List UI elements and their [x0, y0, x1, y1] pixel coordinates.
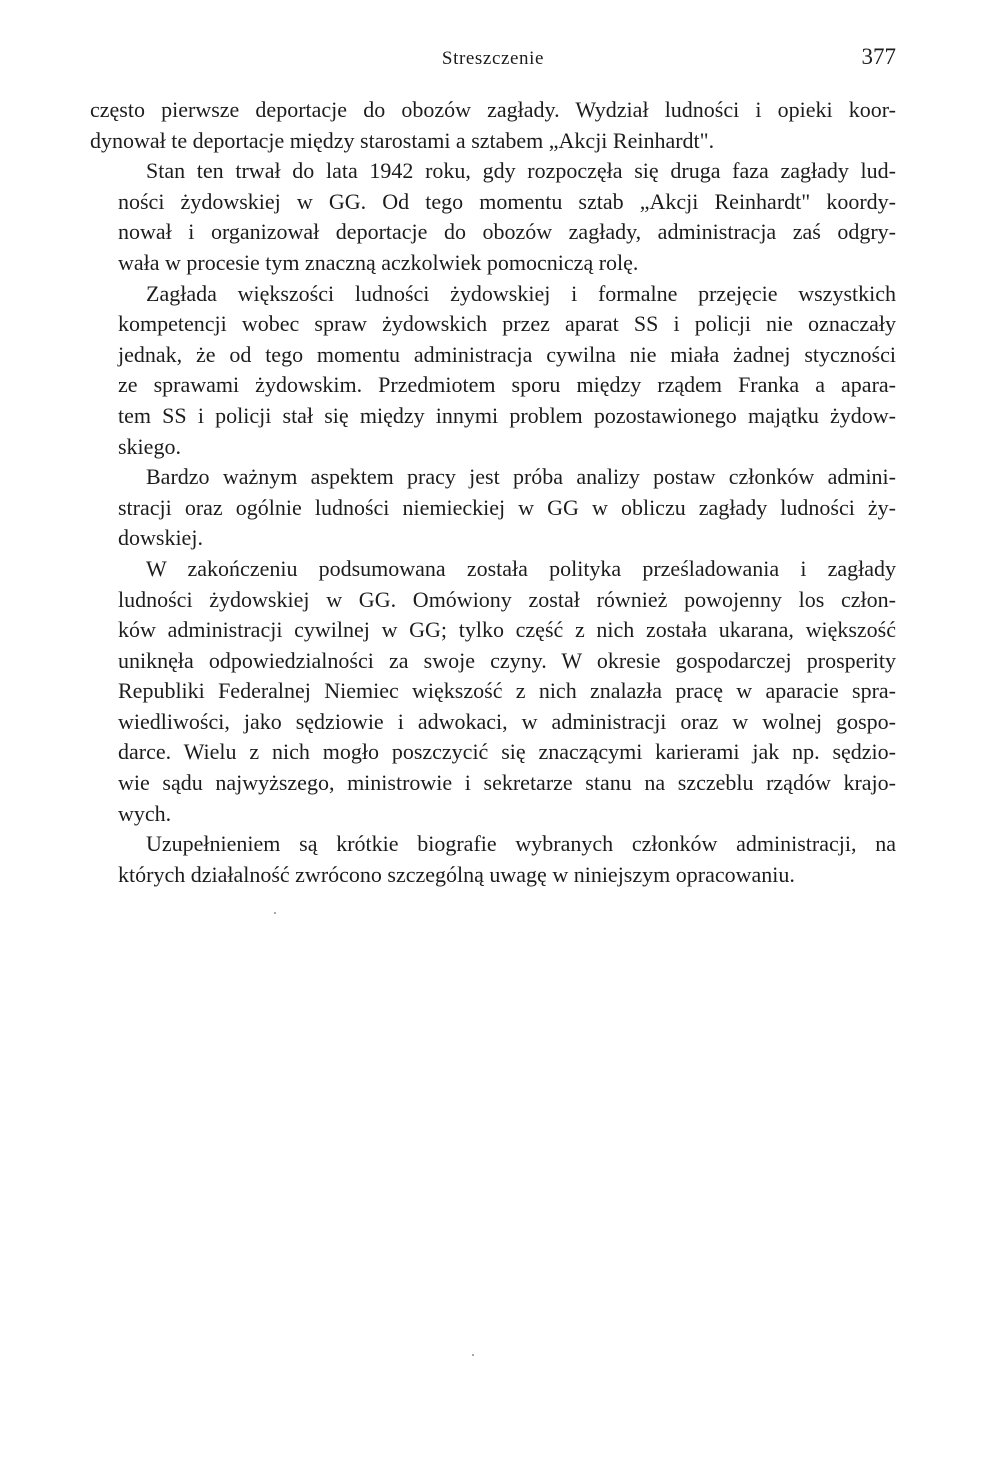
text-line: ze sprawami żydowskim. Przedmiotem sporu między rządem Franka a apara-	[118, 372, 896, 398]
text-line: nował i organizował deportacje do obozów zagłady, administracja zaś odgry-	[118, 219, 896, 245]
text-line: dynował te deportacje między starostami a sztabem „Akcji Reinhardt".	[90, 127, 715, 153]
text-line: dowskiej.	[118, 525, 203, 551]
text-line: wała w procesie tym znaczną aczkolwiek pomocniczą rolę.	[118, 249, 639, 275]
text-line: ludności żydowskiej w GG. Omówiony został również powojenny los człon-	[118, 586, 896, 612]
text-line: stracji oraz ogólnie ludności niemieckiej w GG w obliczu zagłady ludności ży-	[118, 494, 896, 520]
paragraph-4	[90, 462, 896, 554]
paragraph-5	[90, 554, 896, 829]
paragraph-3	[90, 279, 896, 463]
body-text	[90, 95, 896, 890]
text-line: kompetencji wobec spraw żydowskich przez aparat SS i policji nie oznaczały	[118, 311, 896, 337]
scan-speck	[472, 1354, 474, 1356]
running-head	[90, 44, 896, 76]
text-line: Stan ten trwał do lata 1942 roku, gdy rozpoczęła się druga faza zagłady lud-	[146, 158, 896, 184]
text-line: tem SS i policji stał się między innymi problem pozostawionego majątku żydow-	[118, 402, 896, 428]
text-line: często pierwsze deportacje do obozów zagłady. Wydział ludności i opieki koor-	[90, 97, 896, 122]
page-number: 377	[861, 44, 896, 69]
paragraph-6	[90, 829, 896, 890]
text-line: Republiki Federalnej Niemiec większość z nich znalazła pracę w aparacie spra-	[118, 678, 896, 704]
text-line: Uzupełnieniem są krótkie biografie wybranych członków administracji, na	[146, 831, 896, 857]
text-line: W zakończeniu podsumowana została polityka prześladowania i zagłady	[146, 555, 896, 581]
text-line: ków administracji cywilnej w GG; tylko część z nich została ukarana, większość	[118, 617, 896, 643]
text-line: wie sądu najwyższego, ministrowie i sekretarze stanu na szczeblu rządów krajo-	[118, 770, 896, 796]
text-line: wiedliwości, jako sędziowie i adwokaci, w administracji oraz w wolnej gospo-	[118, 708, 896, 734]
text-line: darce. Wielu z nich mogło poszczycić się znaczącymi karierami jak np. sędzio-	[118, 739, 896, 765]
paragraph-1	[90, 95, 896, 156]
text-line: Bardzo ważnym aspektem pracy jest próba analizy postaw członków admini-	[146, 464, 896, 490]
text-line: skiego.	[118, 433, 181, 459]
paragraph-2	[90, 156, 896, 278]
scan-speck	[274, 912, 276, 914]
text-line: których działalność zwrócono szczególną uwagę w niniejszym opracowaniu.	[118, 861, 795, 887]
text-line: uniknęła odpowiedzialności za swoje czyny. W okresie gospodarczej prosperity	[118, 647, 896, 673]
text-line: Zagłada większości ludności żydowskiej i formalne przejęcie wszystkich	[146, 280, 896, 306]
text-line: jednak, że od tego momentu administracja cywilna nie miała żadnej styczności	[118, 341, 896, 367]
running-title: Streszczenie	[441, 48, 545, 69]
text-line: ności żydowskiej w GG. Od tego momentu sztab „Akcji Reinhardt" koordy-	[118, 188, 896, 214]
text-line: wych.	[118, 800, 172, 826]
